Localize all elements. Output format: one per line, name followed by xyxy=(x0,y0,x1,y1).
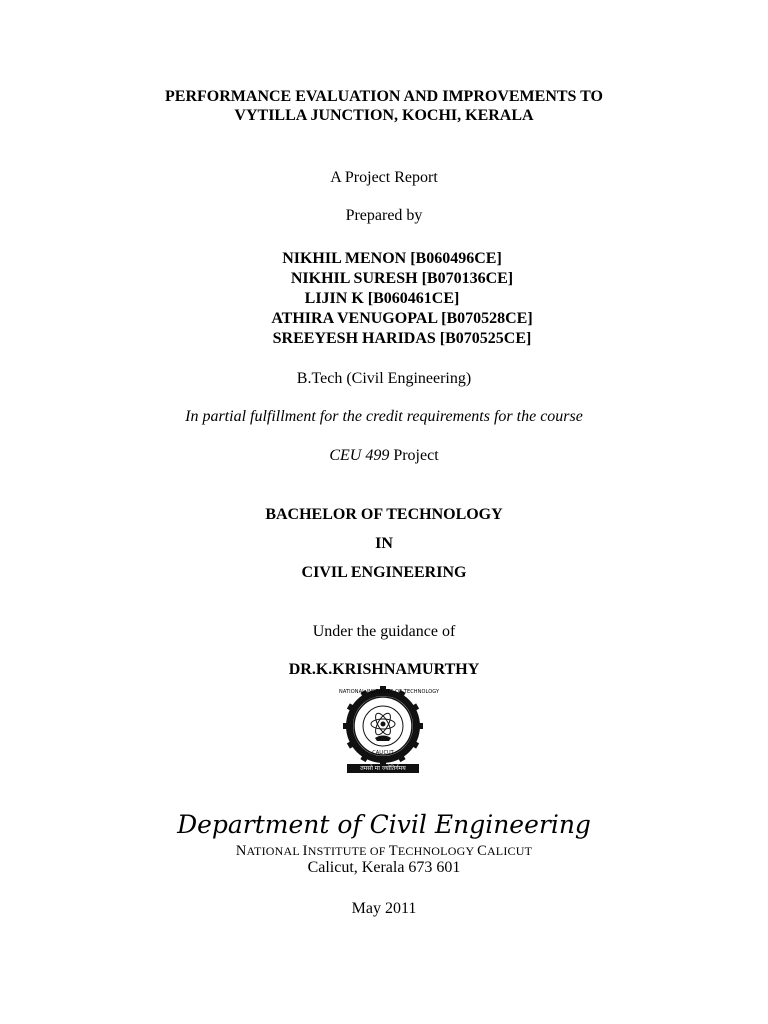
address: Calicut, Kerala 673 601 xyxy=(307,859,461,876)
prepared-by-label: Prepared by xyxy=(345,207,423,224)
degree-line-2: IN xyxy=(375,535,393,552)
report-type: A Project Report xyxy=(330,169,438,186)
emblem-bottom-text: CALICUT xyxy=(372,750,394,756)
title-line-2: VYTILLA JUNCTION, KOCHI, KERALA xyxy=(234,107,534,124)
course-line xyxy=(0,447,768,465)
degree-line-3: CIVIL ENGINEERING xyxy=(301,564,467,581)
institute-name: NATIONAL INSTITUTE OF TECHNOLOGY CALICUT xyxy=(235,843,533,859)
fulfillment-text: In partial fulfillment for the credit requirements for the course xyxy=(185,408,583,425)
program: B.Tech (Civil Engineering) xyxy=(296,370,472,387)
course-suffix: Project xyxy=(389,447,439,464)
emblem-motto: तमसो मा ज्योतिर्गमय xyxy=(360,765,406,772)
author-2: NIKHIL SURESH [B070136CE] xyxy=(290,270,514,287)
author-1: NIKHIL MENON [B060496CE] xyxy=(282,250,502,267)
title-line-1: PERFORMANCE EVALUATION AND IMPROVEMENTS TO xyxy=(165,88,603,105)
guide-name: DR.K.KRISHNAMURTHY xyxy=(288,661,480,678)
emblem-ring-text: NATIONAL INSTITUTE OF TECHNOLOGY xyxy=(339,689,440,695)
department-name: Department of Civil Engineering xyxy=(177,810,591,839)
guidance-label: Under the guidance of xyxy=(312,623,456,640)
author-5: SREEYESH HARIDAS [B070525CE] xyxy=(272,330,532,347)
date: May 2011 xyxy=(351,900,417,917)
author-4: ATHIRA VENUGOPAL [B070528CE] xyxy=(271,310,533,327)
nit-calicut-emblem-icon xyxy=(339,686,440,774)
degree-line-1: BACHELOR OF TECHNOLOGY xyxy=(265,506,503,523)
course-code: CEU 499 xyxy=(329,447,390,464)
author-3: LIJIN K [B060461CE] xyxy=(304,290,460,307)
